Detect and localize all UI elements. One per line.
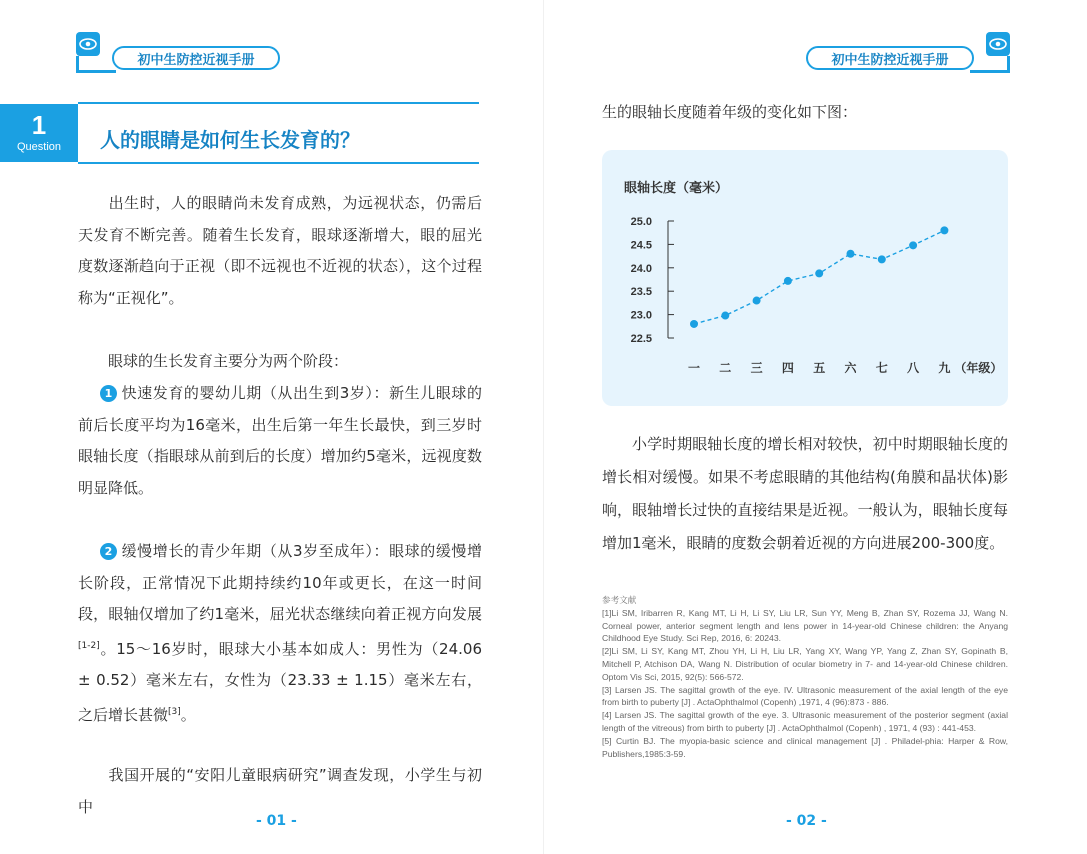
right-page xyxy=(544,0,1087,854)
stage-1-paragraph: 1 快速发育的婴幼儿期（从出生到3岁）：新生儿眼球的前后长度平均为16毫米，出生后第一年生长最快，到三岁时眼轴长度（指眼球从前到后的长度）增加约5毫米，远视度数明显降低。 xyxy=(78,384,482,497)
reference-item: [3] Larsen JS. The sagittal growth of the eye. IV. Ultrasonic measurement of the axial length of the eye from birth to puberty [J] . ActaOphthalmol (Copenh) ,1971, 4 (96):873 - 886. xyxy=(602,684,1008,708)
citation-1-2: [1-2] xyxy=(78,640,100,651)
citation-3: [3] xyxy=(168,706,181,717)
data-point xyxy=(784,277,792,285)
data-point xyxy=(909,241,917,249)
references-title: 参考文献 xyxy=(602,595,637,605)
x-tick-label: 七 xyxy=(875,361,888,375)
reference-item: [1]Li SM, Iribarren R, Kang MT, Li H, Li SY, Liu LR, Sun YY, Meng B, Zhan SY, Rozema JJ, Wang N. Corneal power, anterior segment length and lens power in 14-year-old Chinese children: the Anyang Childhood Eye Study. Sci Rep, 2016, 6: 20243. xyxy=(602,607,1008,644)
x-tick-label: 二 xyxy=(719,361,732,375)
question-number-badge xyxy=(0,104,78,162)
x-tick-label: 九 xyxy=(938,361,951,375)
book-title: 初中生防控近视手册 xyxy=(137,52,255,68)
left-header xyxy=(76,32,282,76)
anyang-paragraph: 我国开展的“安阳儿童眼病研究”调查发现，小学生与初中 xyxy=(78,766,482,816)
number-1-icon: 1 xyxy=(100,385,117,402)
x-tick-label: 八 xyxy=(907,361,920,375)
eye-icon xyxy=(76,32,100,56)
data-point xyxy=(815,269,823,277)
book-title-badge xyxy=(806,46,974,70)
data-point xyxy=(847,250,855,258)
x-tick-label: 四 xyxy=(781,361,794,375)
chart-svg xyxy=(602,150,1008,406)
main-paragraph: 小学时期眼轴长度的增长相对较快，初中时期眼轴长度的增长相对缓慢。如果不考虑眼睛的其他结构(角膜和晶状体)影响，眼轴增长过快的直接结果是近视。一般认为，眼轴长度每增加1毫米，眼睛的度数会朝着近视的方向进展200-300度。 xyxy=(602,435,1008,552)
y-tick-label: 25.0 xyxy=(630,216,652,228)
data-point xyxy=(878,255,886,263)
number-2-icon: 2 xyxy=(100,543,117,560)
page-number-right: - 02 - xyxy=(786,813,827,829)
data-point xyxy=(721,312,729,320)
x-tick-label: 六 xyxy=(844,361,857,375)
book-title-badge xyxy=(112,46,280,70)
left-page xyxy=(0,0,543,854)
stage-2-paragraph: 2 缓慢增长的青少年期（从3岁至成年）：眼球的缓慢增长阶段，正常情况下此期持续约10年或更长，在这一时间段，眼轴仅增加了约1毫米，屈光状态继续向着正视方向发展[1-2]。15～16岁时，眼球大小基本如成人：男性为（24.06 ± 0.52）毫米左右，女性为（23.33 ± 1.15）毫米左右，之后增长甚微[3]。 xyxy=(78,542,482,724)
reference-item: [5] Curtin BJ. The myopia-basic science and clinical management [J] . Philadel-phia: Harper & Row, Publishers,1985:3-59. xyxy=(602,735,1008,759)
data-point xyxy=(940,226,948,234)
data-point xyxy=(690,320,698,328)
book-title: 初中生防控近视手册 xyxy=(831,52,949,68)
x-unit-label: （年级） xyxy=(954,361,1003,375)
y-tick-label: 23.5 xyxy=(630,286,652,299)
y-tick-label: 24.0 xyxy=(630,262,652,275)
question-number: 1 xyxy=(31,110,47,140)
right-header xyxy=(806,32,1010,76)
x-tick-label: 三 xyxy=(750,361,763,375)
intro-paragraph: 出生时，人的眼睛尚未发育成熟，为远视状态，仍需后天发育不断完善。随着生长发育，眼球逐渐增大，眼的屈光度数逐渐趋向于正视（即不远视也不近视的状态），这个过程称为“正视化”。 xyxy=(78,194,482,307)
question-title: 人的眼睛是如何生长发育的？ xyxy=(100,128,360,152)
x-tick-label: 一 xyxy=(687,361,701,375)
chart-ylabel: 眼轴长度（毫米） xyxy=(624,181,729,196)
y-tick-label: 22.5 xyxy=(630,333,652,345)
reference-item: [4] Larsen JS. The sagittal growth of the eye. 3. Ultrasonic measurement of the posterior segment (axial length of the vitreous) from birth to puberty [J] . ActaOphthalmol (Copenh) , 1971, 4 (93) : 441-453. xyxy=(602,710,1008,733)
chart-intro: 生的眼轴长度随着年级的变化如下图： xyxy=(602,103,858,121)
page-number-left: - 01 - xyxy=(256,813,297,829)
eye-icon xyxy=(986,32,1010,56)
data-point xyxy=(753,297,761,305)
references xyxy=(602,594,1008,760)
stages-intro: 眼球的生长发育主要分为两个阶段： xyxy=(108,352,349,370)
reference-item: [2]Li SM, Li SY, Kang MT, Zhou YH, Li H, Liu LR, Yang XY, Wang YP, Yang Z, Zhan SY, Gopinath B, Mitchell P, Atchison DA, Wang N. Distribution of ocular biometry in 7- and 14-year-old Chinese children. Optom Vis Sci, 2015, 92(5): 566-572. xyxy=(602,646,1008,682)
y-tick-label: 23.0 xyxy=(630,309,652,322)
x-tick-label: 五 xyxy=(813,361,826,375)
y-tick-label: 24.5 xyxy=(630,239,652,252)
axial-length-chart xyxy=(602,150,1008,406)
question-label: Question xyxy=(16,141,62,153)
